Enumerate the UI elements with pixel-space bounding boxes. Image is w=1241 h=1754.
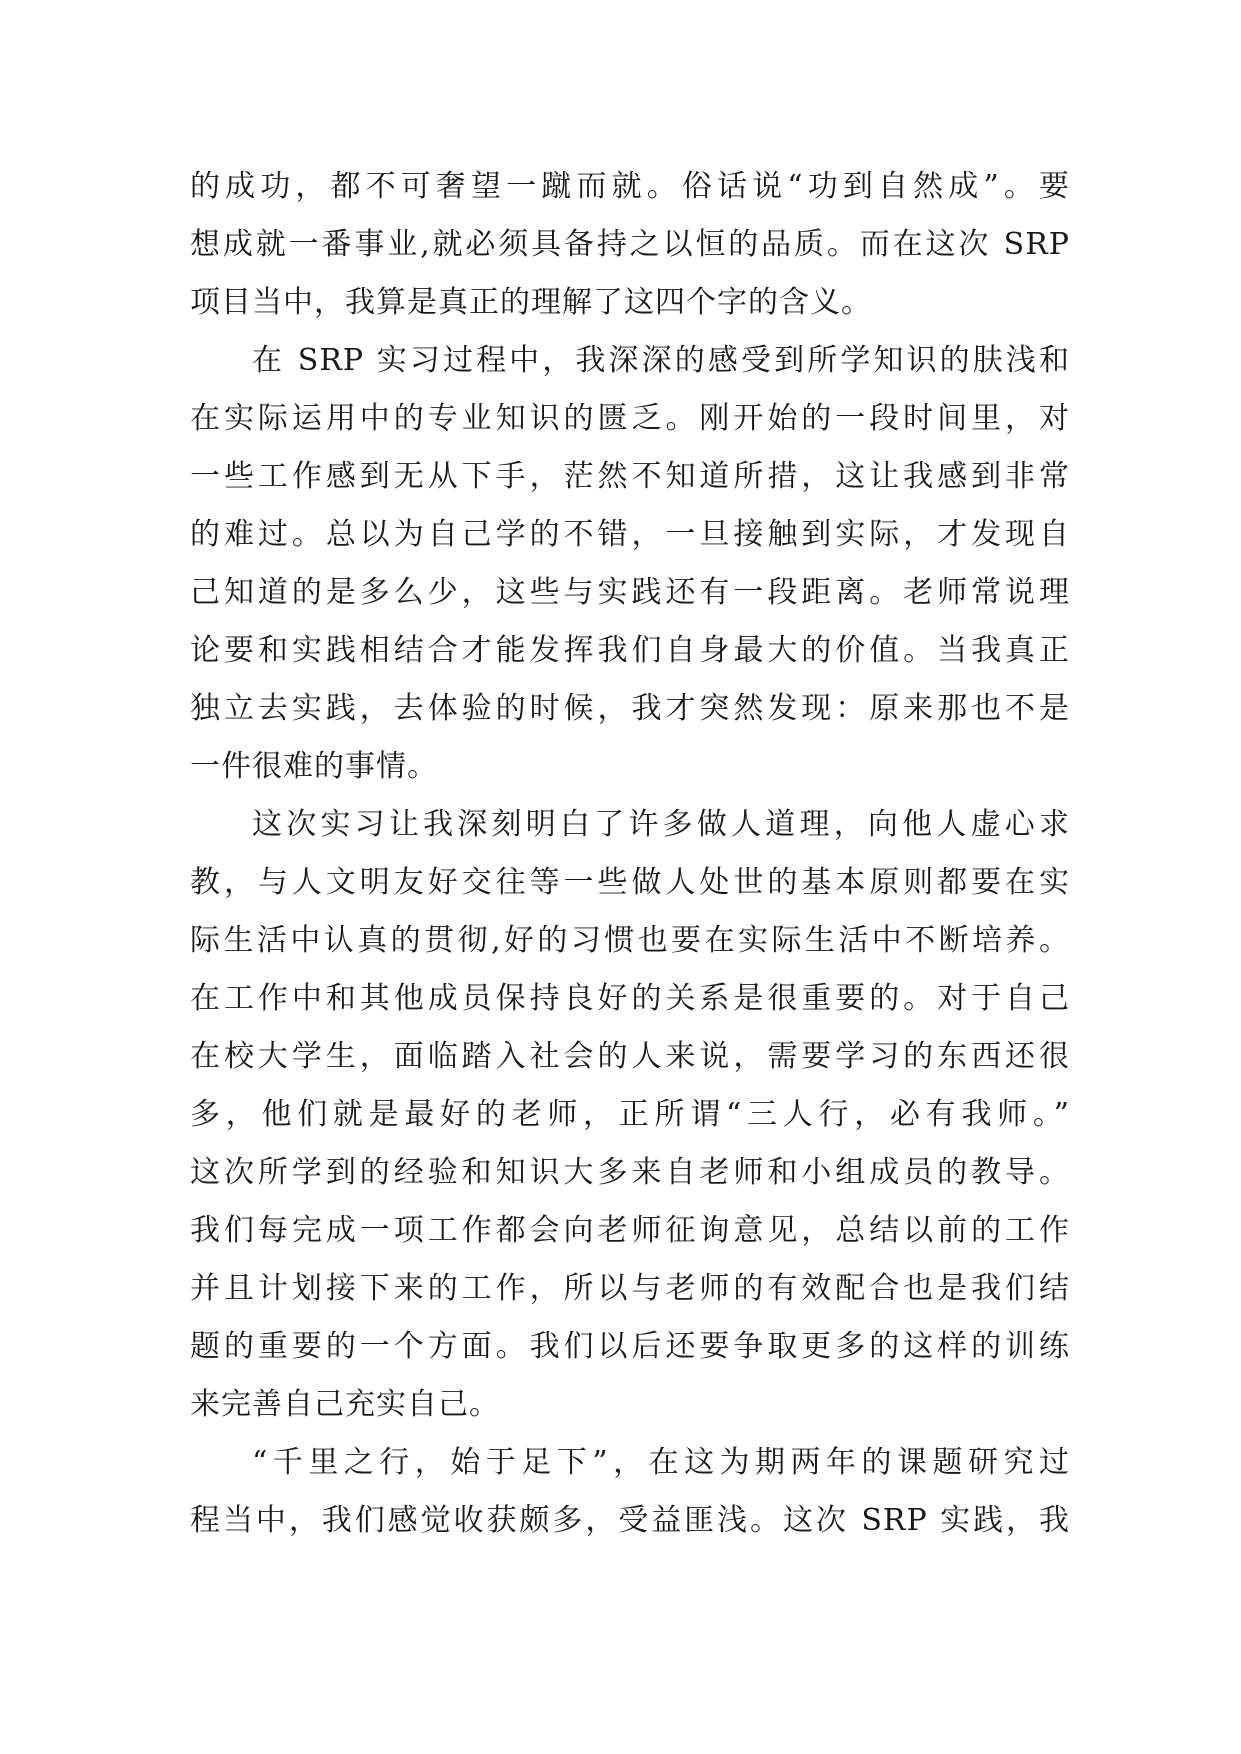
- text-line: 多，他们就是最好的老师，正所谓“三人行，必有我师。”: [190, 1097, 1070, 1132]
- text-line: 在实际运用中的专业知识的匮乏。刚开始的一段时间里，对: [190, 401, 1070, 436]
- text-line: 论要和实践相结合才能发挥我们自身最大的价值。当我真正: [190, 633, 1070, 668]
- text-line: 这次所学到的经验和知识大多来自老师和小组成员的教导。: [190, 1155, 1070, 1190]
- text-line: 的成功，都不可奢望一蹴而就。俗话说“功到自然成”。要: [190, 169, 1070, 204]
- text-line: 教，与人文明友好交往等一些做人处世的基本原则都要在实: [190, 865, 1070, 900]
- text-line: 在 SRP 实习过程中，我深深的感受到所学知识的肤浅和: [252, 343, 1070, 378]
- text-line: 程当中，我们感觉收获颇多，受益匪浅。这次 SRP 实践，我: [190, 1503, 1070, 1538]
- text-line: 的难过。总以为自己学的不错，一旦接触到实际，才发现自: [190, 517, 1070, 552]
- text-line: 际生活中认真的贯彻,好的习惯也要在实际生活中不断培养。: [190, 923, 1070, 958]
- text-line: 在校大学生，面临踏入社会的人来说，需要学习的东西还很: [190, 1039, 1070, 1074]
- text-line: 在工作中和其他成员保持良好的关系是很重要的。对于自己: [190, 981, 1070, 1016]
- document-body: [190, 158, 1070, 1550]
- text-line: 独立去实践，去体验的时候，我才突然发现：原来那也不是: [190, 691, 1070, 726]
- text-line: 来完善自己充实自己。: [190, 1387, 500, 1422]
- text-line: 想成就一番事业,就必须具备持之以恒的品质。而在这次 SRP: [190, 227, 1070, 262]
- text-line: 这次实习让我深刻明白了许多做人道理，向他人虚心求: [252, 807, 1070, 842]
- text-line: 项目当中，我算是真正的理解了这四个字的含义。: [190, 285, 872, 320]
- text-line: “千里之行，始于足下”，在这为期两年的课题研究过: [252, 1445, 1070, 1480]
- text-line: 题的重要的一个方面。我们以后还要争取更多的这样的训练: [190, 1329, 1070, 1364]
- text-line: 一些工作感到无从下手，茫然不知道所措，这让我感到非常: [190, 459, 1070, 494]
- text-line: 我们每完成一项工作都会向老师征询意见，总结以前的工作: [190, 1213, 1070, 1248]
- text-line: 一件很难的事情。: [190, 749, 438, 784]
- text-line: 并且计划接下来的工作，所以与老师的有效配合也是我们结: [190, 1271, 1070, 1306]
- text-line: 己知道的是多么少，这些与实践还有一段距离。老师常说理: [190, 575, 1070, 610]
